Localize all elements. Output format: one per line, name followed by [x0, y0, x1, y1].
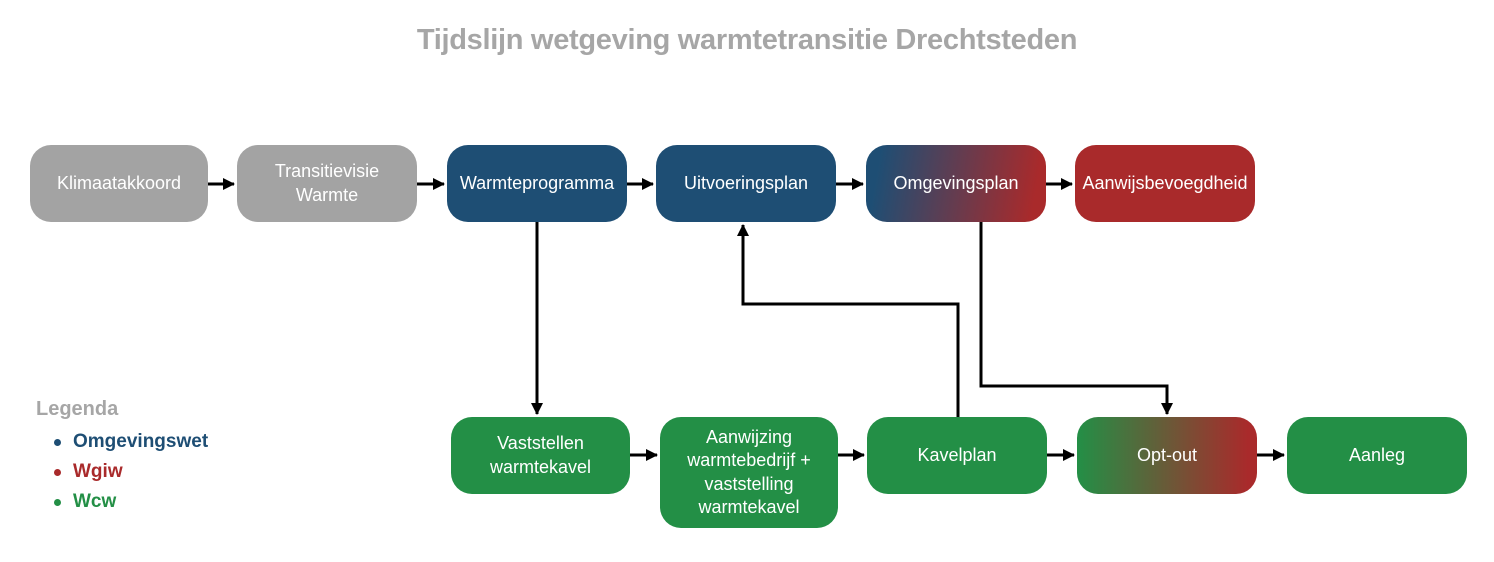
node-aanwijzing-warmtebedrijf — [660, 417, 838, 528]
legend-item-label: Wcw — [73, 491, 117, 512]
legend-item-wgiw — [36, 457, 208, 487]
node-label: Transitievisie Warmte — [274, 161, 380, 205]
node-klimaatakkoord — [30, 145, 208, 222]
node-label: Warmteprogramma — [459, 172, 615, 193]
node-transitievisie-warmte — [237, 145, 417, 222]
node-warmteprogramma — [447, 145, 627, 222]
legend-item-omgevingswet — [36, 427, 208, 457]
node-label: Klimaatakkoord — [56, 172, 182, 193]
legend-dot-icon — [54, 469, 61, 476]
arrow-kavelplan-uitvoeringsplan — [743, 225, 958, 417]
legend — [36, 398, 208, 517]
node-uitvoeringsplan — [656, 145, 836, 222]
node-opt-out — [1077, 417, 1257, 494]
node-omgevingsplan — [866, 145, 1046, 222]
node-label: Aanwijsbevoegdheid — [1082, 172, 1248, 193]
node-label: Vaststellen warmtekavel — [489, 433, 592, 477]
legend-item-label: Wgiw — [73, 461, 123, 482]
node-aanwijsbevoegdheid — [1075, 145, 1255, 222]
node-vaststellen-warmtekavel — [451, 417, 630, 494]
diagram-title: Tijdslijn wetgeving warmtetransitie Drechtsteden — [416, 24, 1078, 56]
node-label: Opt-out — [1136, 444, 1198, 465]
node-label: Aanwijzing warmtebedrijf + vaststelling warmtekavel — [687, 426, 811, 517]
node-kavelplan — [867, 417, 1047, 494]
node-label: Aanleg — [1348, 444, 1406, 465]
legend-item-wcw — [36, 487, 208, 517]
node-aanleg — [1287, 417, 1467, 494]
node-label: Omgevingsplan — [893, 172, 1019, 193]
node-label: Kavelplan — [917, 444, 997, 465]
legend-title: Legenda — [36, 398, 119, 420]
node-label: Uitvoeringsplan — [683, 172, 809, 193]
arrow-omgevingsplan-optout — [981, 222, 1167, 414]
legend-item-label: Omgevingswet — [73, 431, 209, 452]
legend-dot-icon — [54, 439, 61, 446]
legend-dot-icon — [54, 499, 61, 506]
